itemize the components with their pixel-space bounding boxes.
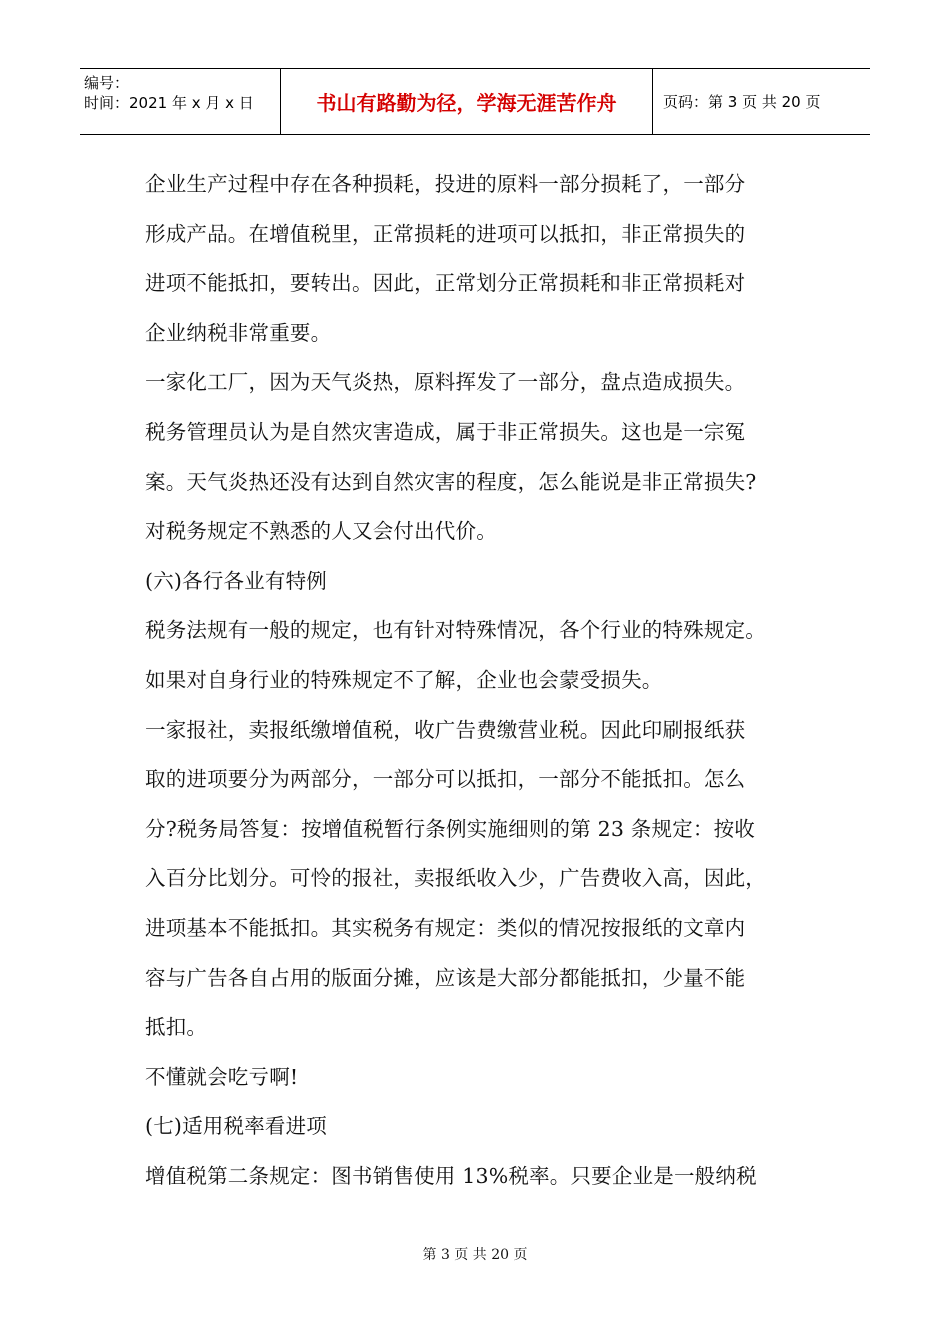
body-line: 进项基本不能抵扣。其实税务有规定：类似的情况按报纸的文章内 bbox=[145, 915, 746, 940]
body-line: 对税务规定不熟悉的人又会付出代价。 bbox=[145, 519, 497, 544]
body-line: 企业生产过程中存在各种损耗，投进的原料一部分损耗了，一部分 bbox=[145, 172, 746, 196]
document-body bbox=[145, 160, 845, 1201]
section-heading: (七)适用税率看进项 bbox=[145, 1114, 327, 1139]
body-line: 增值税第二条规定：图书销售使用 13%税率。只要企业是一般纳税 bbox=[145, 1163, 757, 1188]
body-line: 如果对自身行业的特殊规定不了解，企业也会蒙受损失。 bbox=[145, 667, 663, 692]
document-date: 时间：2021 年 x 月 x 日 bbox=[84, 94, 254, 112]
body-line: 容与广告各自占用的版面分摊，应该是大部分都能抵扣，少量不能 bbox=[145, 965, 746, 990]
body-line: 入百分比划分。可怜的报社，卖报纸收入少，广告费收入高，因此， bbox=[145, 866, 766, 891]
body-line: 案。天气炎热还没有达到自然灾害的程度，怎么能说是非正常损失? bbox=[145, 469, 757, 494]
header-page-info: 页码：第 3 页 共 20 页 bbox=[663, 93, 821, 111]
body-line: 一家报社，卖报纸缴增值税，收广告费缴营业税。因此印刷报纸获 bbox=[145, 717, 746, 742]
body-line: 一家化工厂，因为天气炎热，原料挥发了一部分，盘点造成损失。 bbox=[145, 370, 746, 395]
page-footer: 第 3 页 共 20 页 bbox=[422, 1247, 528, 1263]
body-line: 进项不能抵扣，要转出。因此，正常划分正常损耗和非正常损耗对 bbox=[145, 271, 746, 296]
body-line: 取的进项要分为两部分，一部分可以抵扣，一部分不能抵扣。怎么 bbox=[145, 767, 746, 792]
body-line: 税务法规有一般的规定，也有针对特殊情况，各个行业的特殊规定。 bbox=[145, 618, 766, 643]
header-meta bbox=[80, 69, 281, 134]
page-header bbox=[80, 68, 870, 135]
body-line: 不懂就会吃亏啊! bbox=[145, 1064, 299, 1089]
header-motto: 书山有路勤为径，学海无涯苦作舟 bbox=[281, 69, 653, 134]
body-line: 抵扣。 bbox=[145, 1015, 208, 1040]
body-line: 形成产品。在增值税里，正常损耗的进项可以抵扣，非正常损失的 bbox=[145, 221, 746, 246]
body-line: 分?税务局答复：按增值税暂行条例实施细则的第 23 条规定：按收 bbox=[145, 816, 756, 841]
section-heading: (六)各行各业有特例 bbox=[145, 568, 327, 593]
body-line: 企业纳税非常重要。 bbox=[145, 320, 332, 345]
document-number-label: 编号： bbox=[84, 74, 130, 92]
body-line: 税务管理员认为是自然灾害造成，属于非正常损失。这也是一宗冤 bbox=[145, 419, 746, 444]
